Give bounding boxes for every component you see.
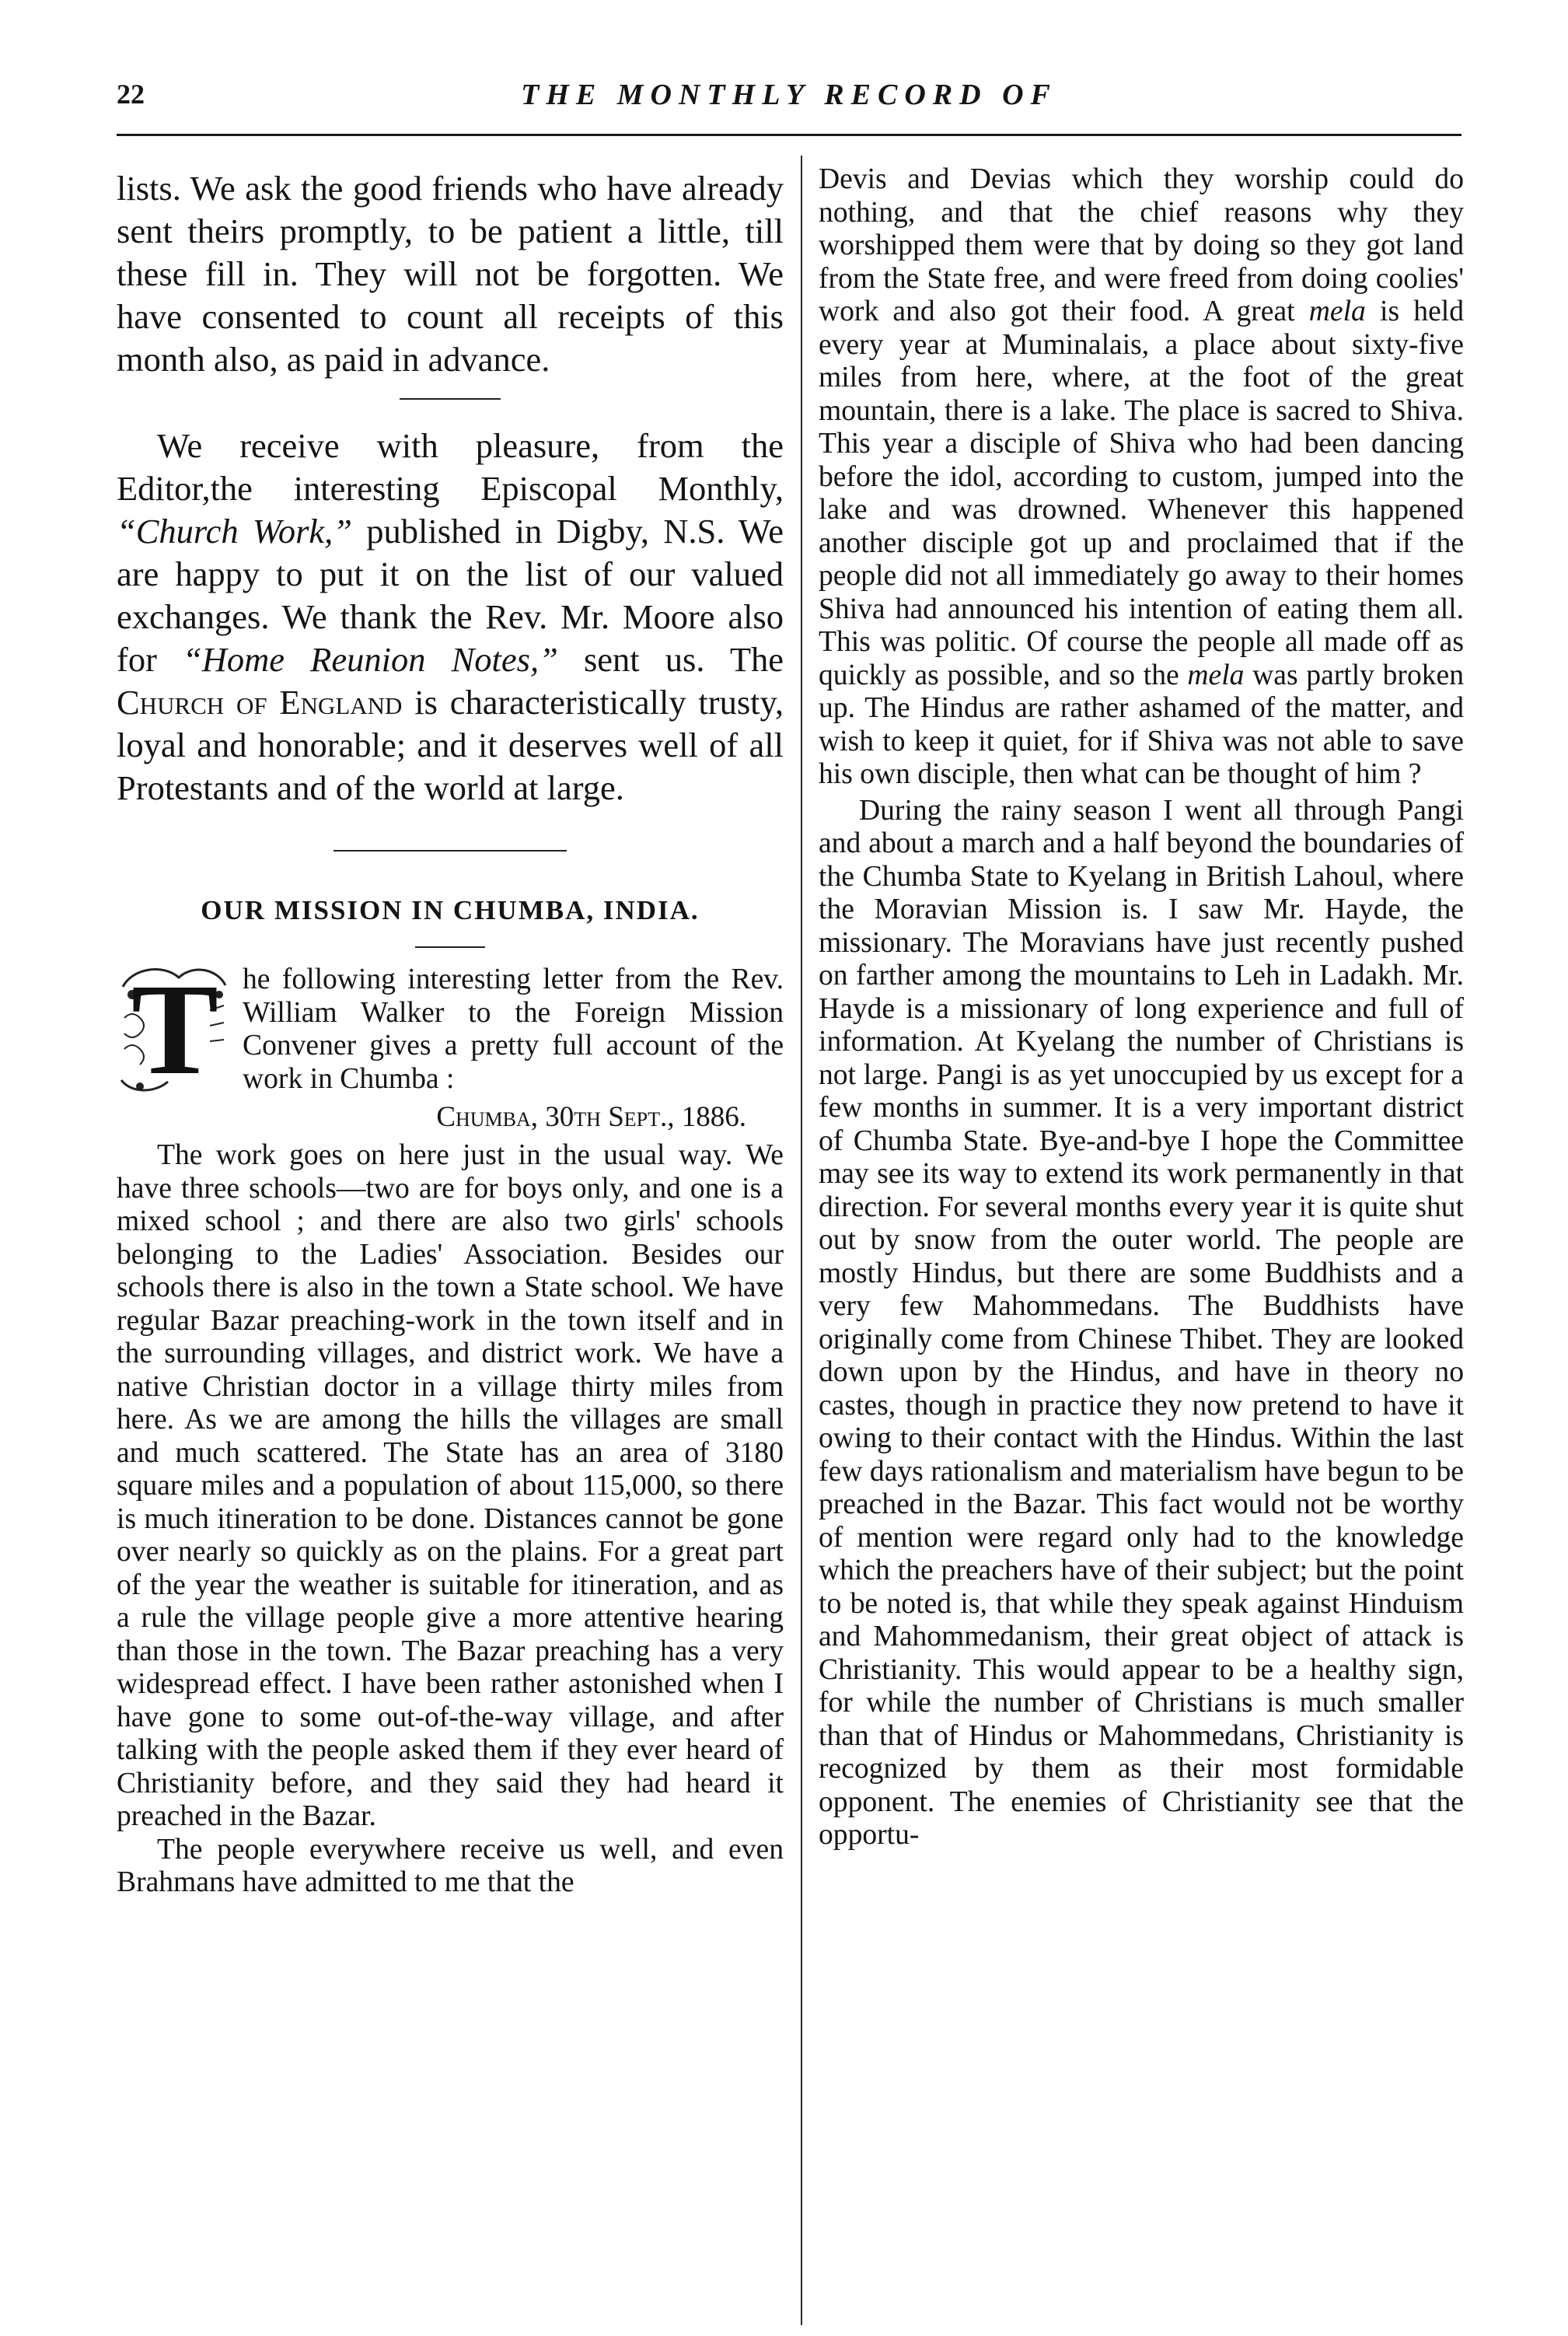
- dropcap-letter: T: [131, 957, 219, 1102]
- letter-paragraph: Devis and Devias which they worship could do nothing, and that the chief reasons why they worshipped them were that by doing so they got land from the State free, and were freed from doing coolies' work and also got their food. A great mela is held every year at Muminalais, a place about sixty-five miles from here, where, at the foot of the great mountain, there is a lake. The place is sacred to Shiva. This year a disciple of Shiva who had been dancing before the idol, according to custom, jumped into the lake and was drowned. Whenever this happened another disciple got up and proclaimed that if the people did not all immediately go away to their homes Shiva had announced his intention of eating them all. This was politic. Of course the people all made off as quickly as possible, and so the mela was partly broken up. The Hindus are rather ashamed of the matter, and wish to keep it quiet, for if Shiva was not able to save his own disciple, then what can be thought of him ?: [819, 163, 1464, 790]
- letter-dateline: Chumba, 30th Sept., 1886.: [436, 1101, 746, 1133]
- letter-paragraph: The people everywhere receive us well, and even Brahmans have admitted to me that the: [117, 1833, 784, 1898]
- church-of-england-name: Church of England: [117, 683, 403, 722]
- left-column: [117, 167, 784, 1900]
- title-divider: [415, 946, 485, 948]
- church-work-title: “Church Work,”: [117, 512, 353, 551]
- section-title: OUR MISSION IN CHUMBA, INDIA.: [201, 895, 700, 925]
- column-divider: [801, 156, 802, 2325]
- home-reunion-notes-title: “Home Reunion Notes,”: [183, 640, 558, 679]
- section-divider: [400, 398, 501, 400]
- notice-paragraph: lists. We ask the good friends who have already sent theirs promptly, to be patient a little, till these fill in. They will not be forgotten. We have consented to count all receipts of this month also, as paid in advance.: [117, 169, 784, 379]
- ornate-dropcap: [117, 957, 233, 1102]
- page-header: [117, 78, 1461, 132]
- right-column: [819, 163, 1464, 1852]
- header-rule: [117, 134, 1461, 136]
- intro-text: he following interesting letter from the Rev. William Walker to the Foreign Mission Convener gives a pretty full account of the work in Chumba :: [243, 963, 784, 1095]
- letter-paragraph: The work goes on here just in the usual way. We have three schools—two are for boys only, and one is a mixed school ; and there are also two girls' schools belonging to the Ladies' Association. Besides our schools there is also in the town a State school. We have regular Bazar preaching-work in the town itself and in the surrounding villages, and district work. We have a native Christian doctor in a village thirty miles from here. As we are among the hills the villages are small and much scattered. The State has an area of 3180 square miles and a population of about 115,000, so there is much itineration to be done. Distances cannot be gone over nearly so quickly as on the plains. For a great part of the year the weather is suitable for itineration, and as a rule the village people give a more attentive hearing than those in the town. The Bazar preaching has a very widespread effect. I have been rather astonished when I have gone to some out-of-the-way village, and after talking with the people asked them if they ever heard of Christianity before, and they said they had heard it preached in the Bazar.: [117, 1139, 784, 1832]
- letter-paragraph: During the rainy season I went all through Pangi and about a march and a half beyond the boundaries of the Chumba State to Kyelang in British Lahoul, where the Moravian Mission is. I saw Mr. Hayde, the missionary. The Moravians have just recently pushed on farther among the mountains to Leh in Ladakh. Mr. Hayde is a missionary of long experience and full of information. At Kyelang the number of Christians is not large. Pangi is as yet unoccupied by us except for a few months in summer. It is a very important district of Chumba State. Bye-and-bye I hope the Committee may see its way to extend its work permanently in that direction. For several months every year it is quite shut out by snow from the outer world. The people are mostly Hindus, but there are some Buddhists and a very few Mahommedans. The Buddhists have originally come from Chinese Thibet. They are looked down upon by the Hindus, and have in theory no castes, though in practice they now pretend to have it owing to their contact with the Hindus. Within the last few days rationalism and materialism have begun to be preached in the Bazar. This fact would not be worthy of mention were regard only had to the knowledge which the preachers have of their subject; but the point to be noted is, that while they speak against Hinduism and Mahommedanism, their great object of attack is Christianity. This would appear to be a healthy sign, for while the number of Christians is much smaller than that of Hindus or Mahommedans, Christianity is recognized by them as their most formidable opponent. The enemies of Christianity see that the opportu-: [819, 794, 1464, 1851]
- exchange-notice-paragraph: We receive with pleasure, from the Editor,the interesting Episcopal Monthly, “Church Work,” published in Digby, N.S. We are happy to put it on the list of our valued exchanges. We thank the Rev. Mr. Moore also for “Home Reunion Notes,” sent us. The Church of England is characteristically trusty, loyal and honorable; and it deserves well of all Protestants and of the world at large.: [117, 426, 784, 807]
- section-divider: [334, 850, 567, 852]
- page-number: 22: [117, 79, 145, 110]
- running-title: THE MONTHLY RECORD OF: [521, 79, 1057, 111]
- intro-paragraph: [117, 957, 784, 1135]
